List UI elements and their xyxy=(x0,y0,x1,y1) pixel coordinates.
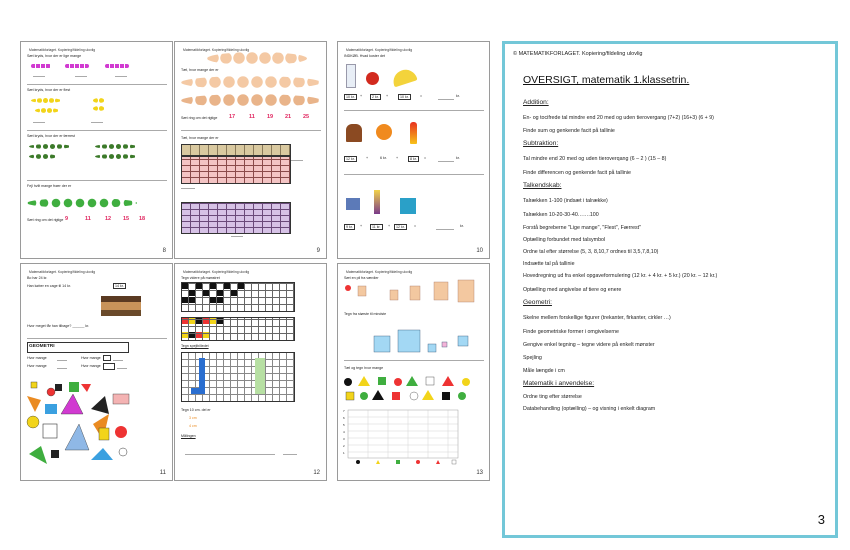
instruction-text: Fejl hvilt mange frøer der er xyxy=(27,184,72,188)
instruction-text: Sæt kryds, hvor der er lige mange xyxy=(27,54,82,58)
list-item: Finde differencen og genkende facit på tallinie xyxy=(523,170,631,176)
pattern-grid xyxy=(181,317,295,341)
question-label: Hvor mange xyxy=(27,356,47,360)
thumbnail-header: Matematikforlaget. Kopiering/fildeling ulovlig xyxy=(183,48,250,52)
number-choice: 11 xyxy=(85,216,91,222)
measure-label: 4 cm xyxy=(189,424,197,428)
thumbnail-header: Matematikforlaget. Kopiering/fildeling ulovlig xyxy=(29,48,96,52)
question-label: Hvor mange xyxy=(27,364,47,368)
unit-label: kr. xyxy=(456,94,460,98)
overview-page xyxy=(502,41,838,538)
list-item: Indsætte tal på tallinie xyxy=(523,261,575,267)
list-item: Spejling xyxy=(523,355,542,361)
unit-label: kr. xyxy=(460,224,464,228)
thumbnail-page-13[interactable] xyxy=(337,263,490,481)
instruction-text: Sæt kryds, hvor der er flest xyxy=(27,88,71,92)
counting-bar xyxy=(181,144,291,156)
instruction-text: Han køber en cage til 14 kr. xyxy=(27,284,71,288)
list-item: Forstå begreberne "Lige mange", "Flest", Færrest" xyxy=(523,225,642,231)
page-number: 9 xyxy=(316,248,320,254)
thumbnail-page-9[interactable] xyxy=(174,41,327,259)
section-heading-applied-math: Matematik i anvendelse: xyxy=(523,380,595,387)
number-choice: 25 xyxy=(303,114,310,120)
section-heading: GEOMETRI xyxy=(29,344,55,349)
section-heading-number-sense: Talkendskab: xyxy=(523,182,562,189)
section-heading-geometry: Geometri: xyxy=(523,299,552,306)
list-item: Finde geometriske former i omgivelserne xyxy=(523,329,619,335)
instruction-text: Tegn spejlbilledet xyxy=(181,344,209,348)
instruction-text: Tæl, hvor mange der er xyxy=(181,68,219,72)
price-box: 12 kr. xyxy=(396,225,405,229)
list-item: Databehandling (optælling) – og visning i enkelt diagram xyxy=(523,406,656,412)
instruction-text: Tæl og tegn hvor mange xyxy=(344,366,384,370)
list-item: Hovedregning ud fra enkel opgaveformulering (12 kr. + 4 kr. + 5 kr.) (20 kr. – 12 kr.) xyxy=(523,273,718,279)
unit-label: kr. xyxy=(456,156,460,160)
page-number: 11 xyxy=(159,470,166,476)
number-choice: 18 xyxy=(139,216,146,222)
number-choice: 11 xyxy=(249,114,255,120)
mirror-shape xyxy=(255,358,265,394)
mirror-shape xyxy=(191,388,205,394)
question-label: Hvor mange xyxy=(81,364,101,368)
price-box: 12 kr. xyxy=(346,157,355,161)
page-number: 13 xyxy=(476,470,483,476)
thumbnail-page-12[interactable] xyxy=(174,263,327,481)
instruction-text: Tegn 10 cm. del er xyxy=(181,408,211,412)
diagram-axis-label: 6 xyxy=(343,416,345,420)
thumbnail-header: Matematikforlaget. Kopiering/fildeling ulovlig xyxy=(29,270,96,274)
thumbnail-header: Matematikforlaget. Kopiering/fildeling ulovlig xyxy=(183,270,250,274)
instruction-text: Sæt kryds, hvor der er færrest xyxy=(27,134,75,138)
size-illustrations xyxy=(338,264,490,481)
price-box: 8 kr. xyxy=(410,157,417,161)
thumbnail-header: Matematikforlaget. Kopiering/fildeling ulovlig xyxy=(346,48,413,52)
counting-grid xyxy=(181,156,291,184)
price-box: 10 kr. xyxy=(400,95,409,99)
diagram-axis-label: 7 xyxy=(343,409,345,413)
number-choice: 15 xyxy=(123,216,130,222)
list-item: Finde sum og genkende facit på tallinie xyxy=(523,128,615,134)
geometry-shapes xyxy=(21,264,173,481)
page-number: 8 xyxy=(162,248,166,254)
list-item: Ordne tal efter størrelse (5, 3, 8,10,7 ordnes til 3,5,7,8,10) xyxy=(523,249,659,255)
page-number: 10 xyxy=(476,248,483,254)
page-number: 3 xyxy=(817,512,825,527)
instruction-text: Sæt ring om det rigtige xyxy=(27,218,64,222)
diagram-axis-label: 2 xyxy=(343,444,345,448)
list-item: Skelne mellem forskellige figurer (trekanter, firkanter, cirkler …) xyxy=(523,315,671,321)
section-heading-addition: Addition: xyxy=(523,99,549,106)
list-item: Optælling med angivelse af tiere og enere xyxy=(523,287,622,293)
thumbnail-page-11[interactable] xyxy=(20,263,173,481)
list-item: Tal mindre end 20 med og uden tieroverqang (6 – 2 ) (15 – 8) xyxy=(523,156,667,162)
number-choice: 12 xyxy=(105,216,112,222)
frog-row xyxy=(27,198,137,208)
instruction-text: Hvor meget får han tilbage? ______ kr. xyxy=(27,324,90,328)
number-choice: 17 xyxy=(229,114,236,120)
list-item: Gengive enkel tegning – tegne videre på enkelt mønster xyxy=(523,342,655,348)
instruction-text: Tegn videre på mønstret xyxy=(181,276,220,280)
number-choice: 19 xyxy=(267,114,274,120)
diagram-axis-label: 3 xyxy=(343,437,345,441)
number-choice: 21 xyxy=(285,114,292,120)
list-item: Talrækken 10-20-30-40…….100 xyxy=(523,212,599,218)
page-number: 12 xyxy=(313,470,320,476)
list-item: En- og tocifrede tal mindre end 20 med og uden tierovergang (7+2) (16+3) (6 + 9) xyxy=(523,115,714,121)
copyright-notice: © MATEMATIKFORLAGET. Kopiering/fildeling ulovlig xyxy=(513,51,643,57)
thumbnail-page-10[interactable]: Matematikforlaget. Kopiering/fildeling ulovlig INDKØB. Hvad koster det 10 kr. + 2 kr. + 10 kr. = kr. 12 kr. + 6 kr. + 8 kr. = kr. 9 kr. + 11 kr. + 12 kr. = kr. 10 xyxy=(337,41,490,259)
section-heading-subtraction: Subtraktion: xyxy=(523,140,559,147)
price-box: 11 kr. xyxy=(372,225,381,229)
counting-grid xyxy=(181,202,291,234)
number-choice: 9 xyxy=(65,216,69,222)
list-item: Optælling forbundet med talsymbol xyxy=(523,237,606,243)
question-label: Hvor mange xyxy=(81,356,101,360)
list-item: Ordne ting efter størrelse xyxy=(523,394,582,400)
instruction-text: Tegn fra største til mindste xyxy=(344,312,387,316)
diagram-axis-label: 5 xyxy=(343,423,345,427)
thumbnail-header: Matematikforlaget. Kopiering/fildeling ulovlig xyxy=(346,270,413,274)
instruction-text: Målingen xyxy=(181,434,196,438)
price-box: 14 kr. xyxy=(115,284,124,288)
instruction-text: INDKØB. Hvad koster det xyxy=(344,54,385,58)
diagram-axis-label: 1 xyxy=(343,451,345,455)
instruction-text: Tæl, hvor mange der er xyxy=(181,136,219,140)
price-label: 6 kr. xyxy=(380,156,387,160)
price-box: 10 kr. xyxy=(346,95,355,99)
thumbnail-page-8[interactable] xyxy=(20,41,173,259)
price-box: 2 kr. xyxy=(372,95,379,99)
instruction-text: Sæt ring om det rigtige xyxy=(181,116,218,120)
price-box: 9 kr. xyxy=(346,225,353,229)
instruction-text: Bo har 24 kr. xyxy=(27,276,48,280)
list-item: Måle længde i cm xyxy=(523,368,565,374)
instruction-text: Sæt en pil fra værdier xyxy=(344,276,379,280)
page-title: OVERSIGT, matematik 1.klassetrin. xyxy=(523,74,690,86)
diagram-axis-label: 4 xyxy=(343,430,345,434)
measure-label: 3 cm xyxy=(189,416,197,420)
list-item: Talrækken 1-100 (indsæt i talrække) xyxy=(523,198,608,204)
